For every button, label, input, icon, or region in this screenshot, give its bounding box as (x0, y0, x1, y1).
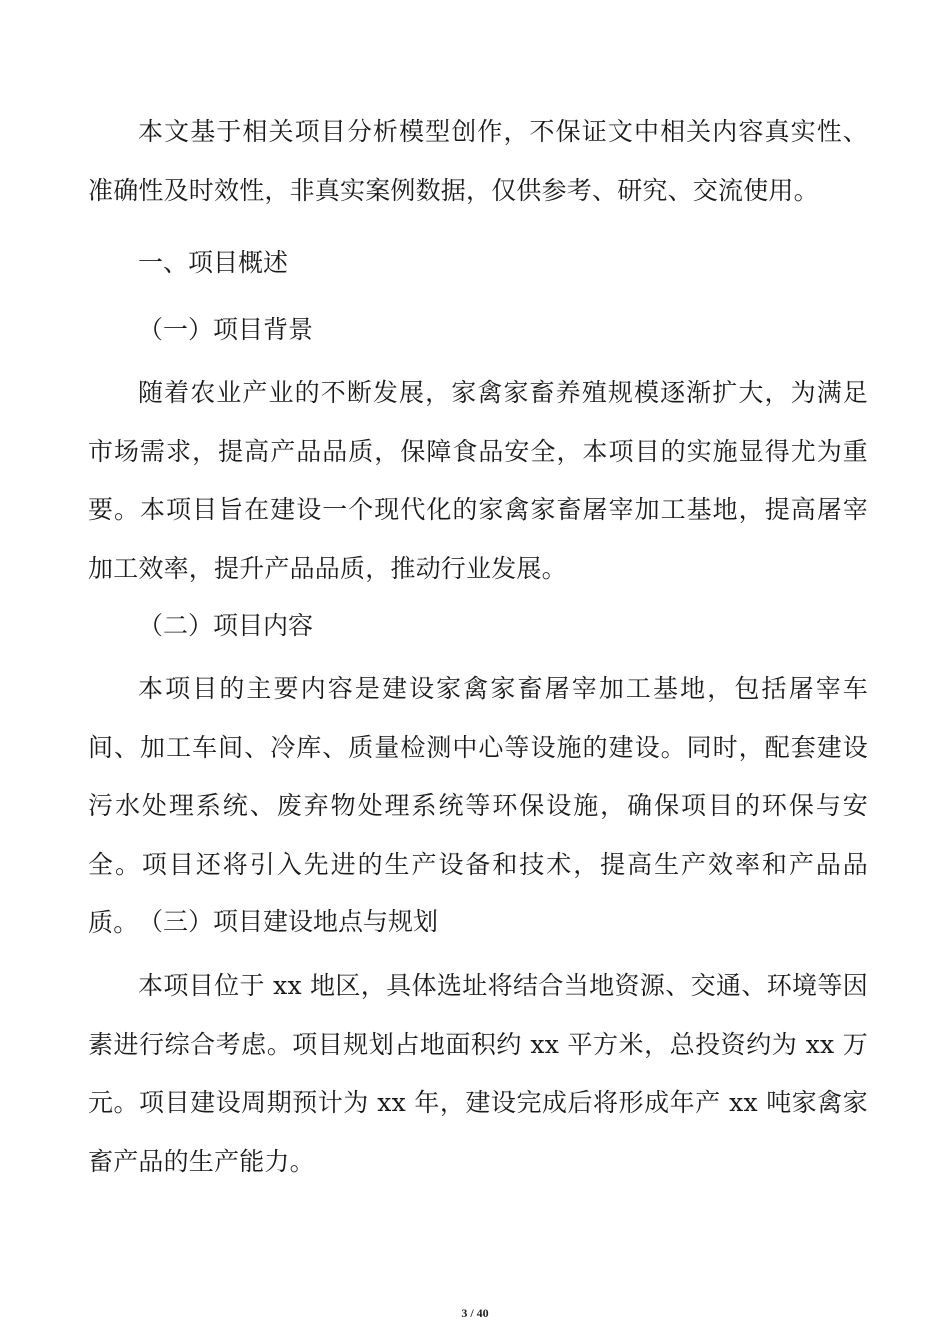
location-paragraph: 本项目位于 xx 地区，具体选址将结合当地资源、交通、环境等因素进行综合考虑。项目规划占地面积约 xx 平方米，总投资约为 xx 万元。项目建设周期预计为 xx 年，建设完成后将形成年产 xx 吨家禽家畜产品的生产能力。 (88, 971, 868, 1176)
content-paragraph: 本项目的主要内容是建设家禽家畜屠宰加工基地，包括屠宰车间、加工车间、冷库、质量检测中心等设施的建设。同时，配套建设污水处理系统、废弃物处理系统等环保设施，确保项目的环保与安全。项目还将引入先进的生产设备和技术，提高生产效率和产品品质。 (88, 674, 868, 937)
page-number: 3 / 40 (461, 1306, 489, 1320)
subsection-title-location: （三）项目建设地点与规划 (138, 907, 439, 936)
background-paragraph: 随着农业产业的不断发展，家禽家畜养殖规模逐渐扩大，为满足市场需求，提高产品品质，保障食品安全，本项目的实施显得尤为重要。本项目旨在建设一个现代化的家禽家畜屠宰加工基地，提高屠宰加工效率，提升产品品质，推动行业发展。 (88, 378, 868, 583)
subsection-title-background: （一）项目背景 (138, 315, 314, 344)
subsection-title-content: （二）项目内容 (138, 611, 314, 640)
section-title-overview: 一、项目概述 (138, 248, 289, 277)
disclaimer-paragraph: 本文基于相关项目分析模型创作，不保证文中相关内容真实性、准确性及时效性，非真实案例数据，仅供参考、研究、交流使用。 (88, 117, 868, 205)
